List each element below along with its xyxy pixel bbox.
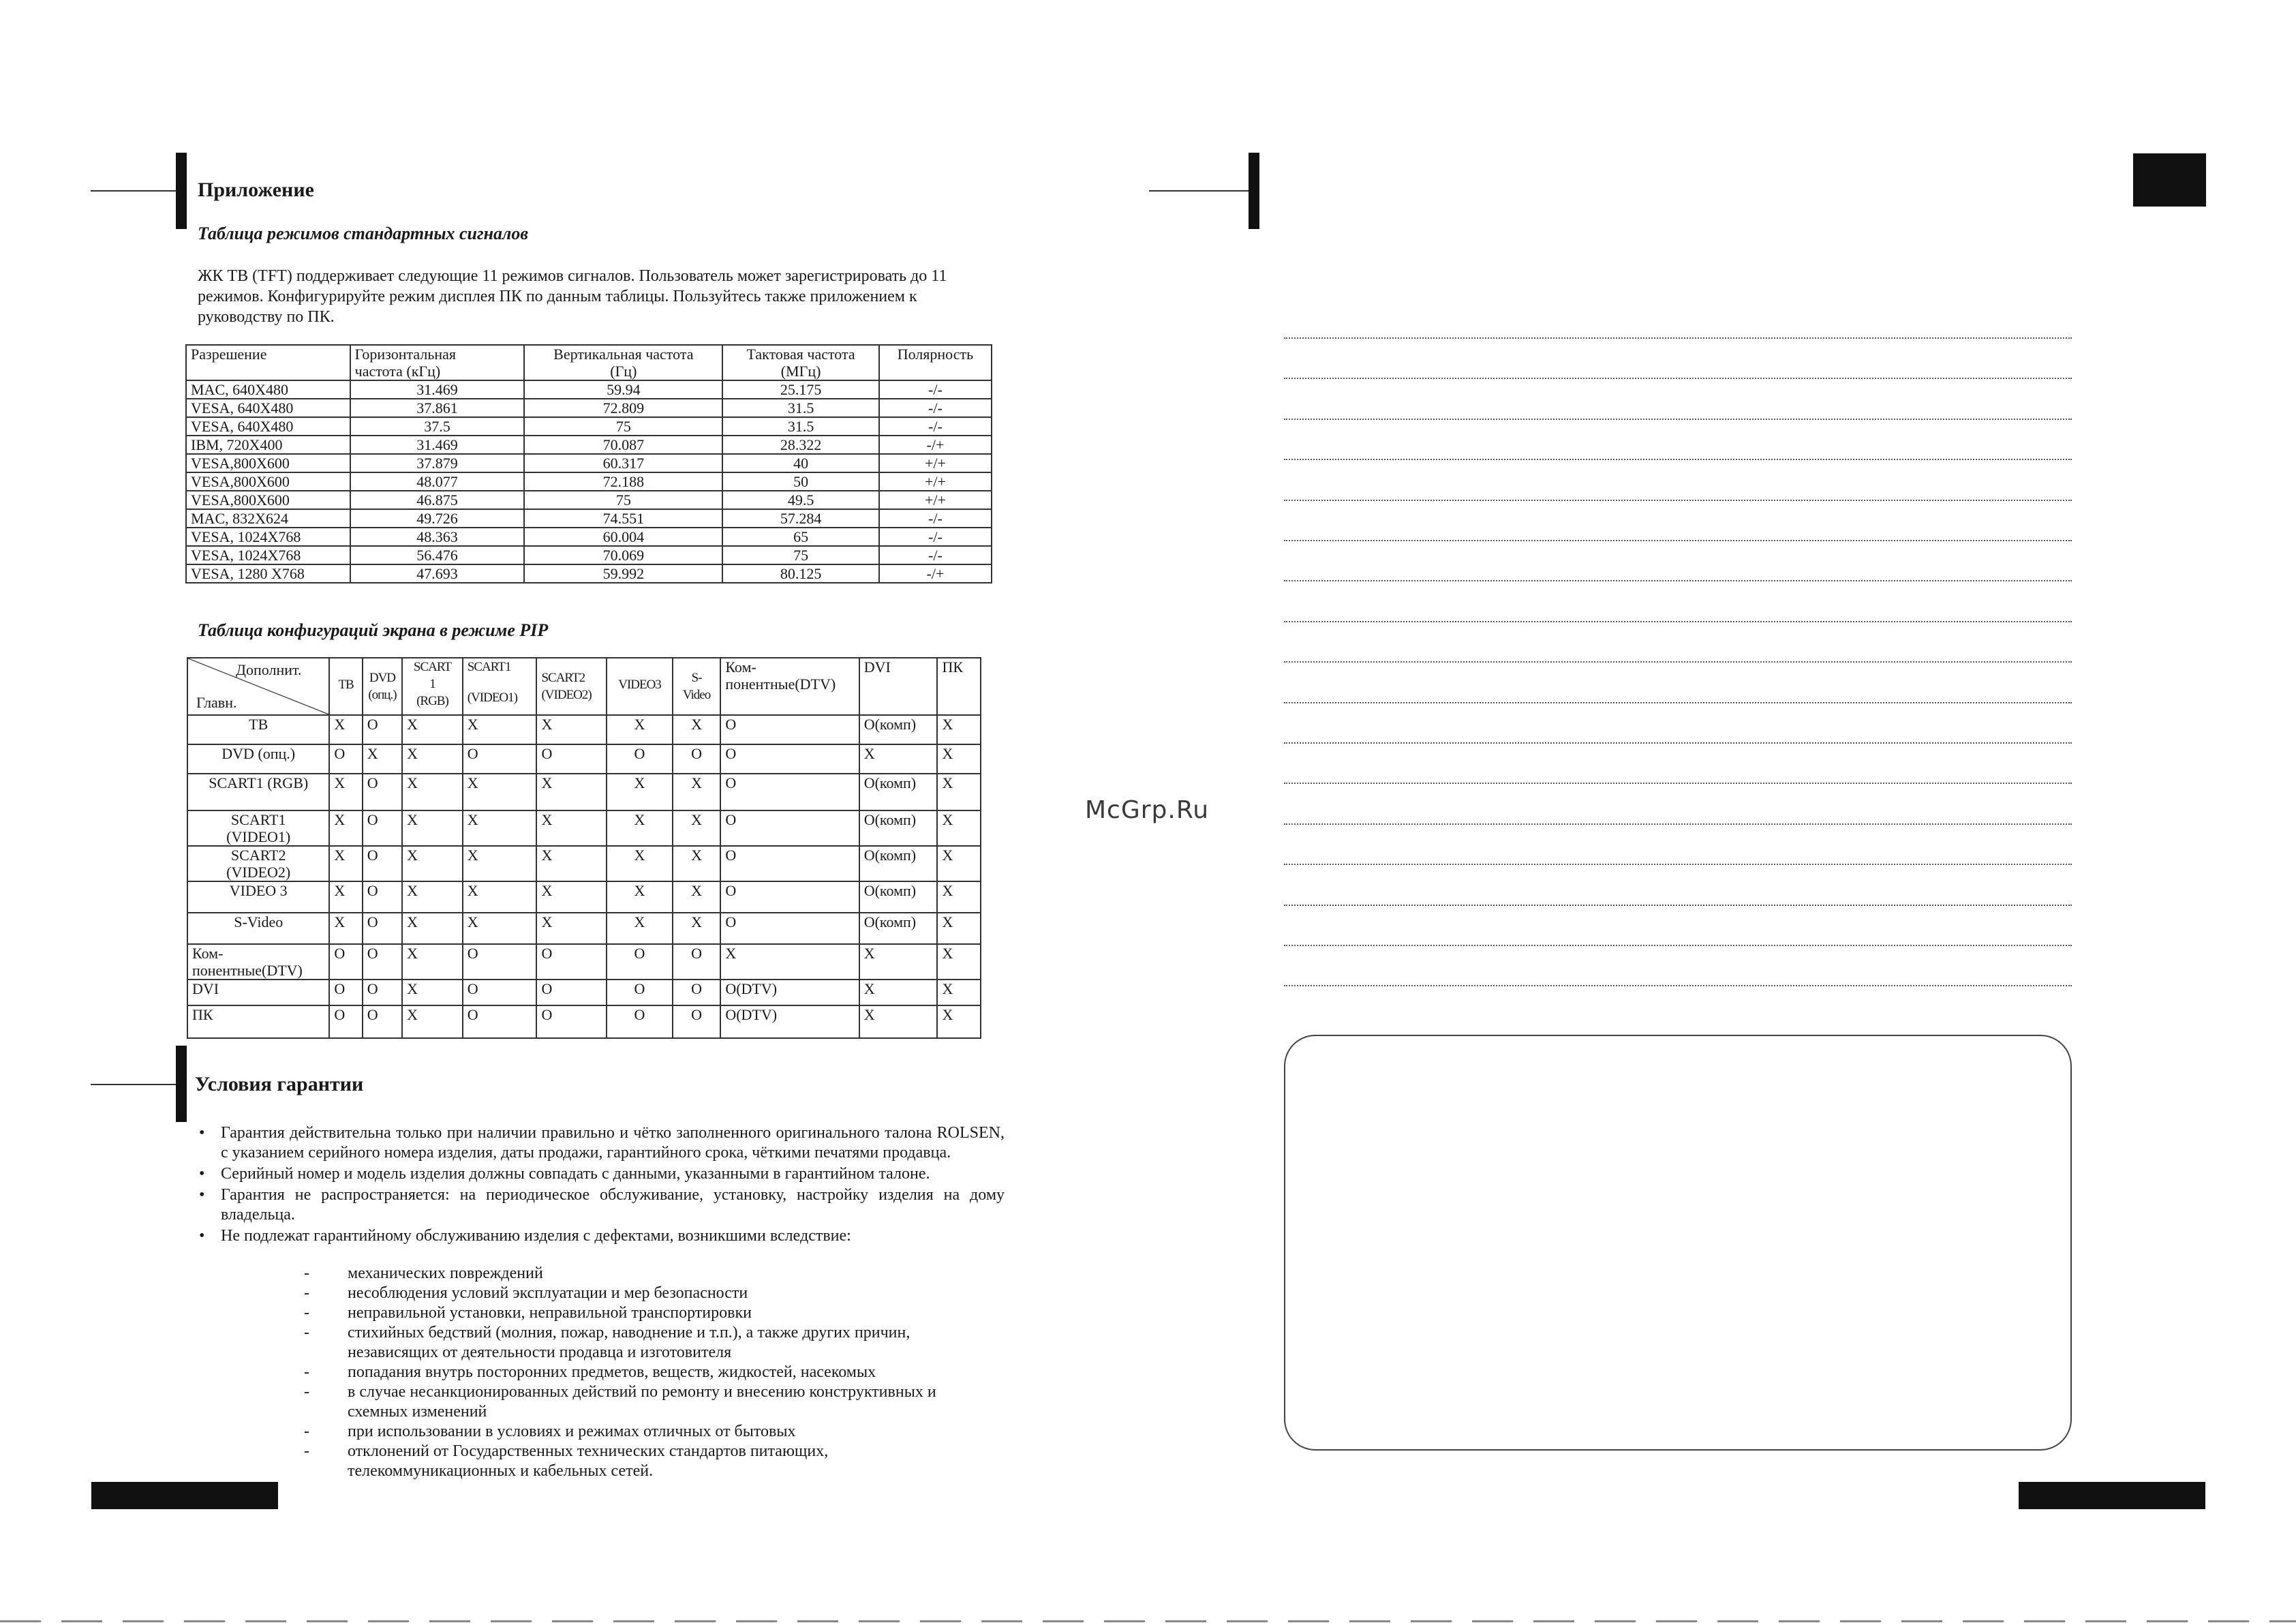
pip-cell: X <box>937 944 981 980</box>
resolution-cell: VESA, 640X480 <box>186 399 350 417</box>
pip-cell: X <box>402 846 463 881</box>
note-line <box>1284 661 2072 663</box>
pip-row-label: S-Video <box>187 913 329 944</box>
intro-line: ЖК ТВ (TFT) поддерживает следующие 11 режимов сигналов. Пользователь может зарегистрировать до 11 <box>198 267 947 285</box>
dash-icon: - <box>304 1383 309 1401</box>
pip-cell: X <box>536 913 607 944</box>
pip-row-label: Ком- понентные(DTV) <box>187 944 329 980</box>
signal-table-row <box>186 417 992 436</box>
note-line <box>1284 459 2072 460</box>
exclusion-text: стихийных бедствий (молния, пожар, наводнение и т.п.), а также других причин, <box>348 1324 910 1341</box>
value-cell: 48.077 <box>350 472 525 491</box>
pip-cell: X <box>673 774 720 810</box>
pip-cell: X <box>859 980 938 1005</box>
warranty-title: Условия гарантии <box>195 1073 364 1095</box>
value-cell: 75 <box>722 546 879 564</box>
value-cell: 59.992 <box>524 564 722 583</box>
header-polarity: Полярность <box>879 345 992 380</box>
pip-corner-bottom: Главн. <box>196 694 237 711</box>
value-cell: 50 <box>722 472 879 491</box>
pip-cell: O <box>463 980 537 1005</box>
resolution-cell: VESA, 1024X768 <box>186 528 350 546</box>
pip-config-table <box>187 657 981 1039</box>
pip-cell: O(комп) <box>859 810 938 846</box>
pip-cell: O <box>363 774 402 810</box>
pip-header-scart1-rgb: SCART 1 (RGB) <box>402 658 463 715</box>
signal-table-row <box>186 472 992 491</box>
pip-header-video3: VIDEO3 <box>607 658 673 715</box>
dash-icon: - <box>304 1423 309 1440</box>
pip-cell: X <box>329 846 362 881</box>
pip-row <box>187 913 981 944</box>
value-cell: -/- <box>879 509 992 528</box>
header-horizontal-frequency: Горизонтальная частота (кГц) <box>350 345 525 380</box>
pip-cell: X <box>607 774 673 810</box>
dash-icon: - <box>304 1284 309 1302</box>
pip-header-scart1-video1: SCART1 (VIDEO1) <box>463 658 537 715</box>
signal-table-row <box>186 436 992 454</box>
pip-cell: X <box>463 881 537 913</box>
pip-cell: O <box>363 810 402 846</box>
pip-row <box>187 1005 981 1038</box>
pip-cell: X <box>536 846 607 881</box>
header-clock-frequency: Тактовая частота (МГц) <box>722 345 879 380</box>
exclusion-text: схемных изменений <box>348 1403 487 1421</box>
note-line <box>1284 823 2072 825</box>
note-line <box>1284 580 2072 581</box>
resolution-cell: MAC, 640X480 <box>186 380 350 399</box>
pip-cell: X <box>329 881 362 913</box>
pip-cell: O <box>363 1005 402 1038</box>
value-cell: 25.175 <box>722 380 879 399</box>
value-cell: 74.551 <box>524 509 722 528</box>
pip-cell: O <box>673 1005 720 1038</box>
value-cell: 28.322 <box>722 436 879 454</box>
value-cell: 49.5 <box>722 491 879 509</box>
pip-cell: X <box>402 881 463 913</box>
right-header-rule <box>1149 190 1249 192</box>
pip-row-label: DVD (опц.) <box>187 744 329 774</box>
pip-cell: O <box>720 810 859 846</box>
note-line <box>1284 742 2072 744</box>
value-cell: 80.125 <box>722 564 879 583</box>
warranty-item: • Гарантия действительна только при наличии правильно и чётко заполненного оригинального талона ROLSEN, с указанием серийного номера изделия, даты продажи, гарантийного срока, чёткими печатями продавца. <box>199 1124 1005 1162</box>
pip-header-dvi: DVI <box>859 658 938 715</box>
resolution-cell: VESA,800X600 <box>186 454 350 472</box>
exclusion-text: телекоммуникационных и кабельных сетей. <box>348 1462 654 1480</box>
intro-line: руководству по ПК. <box>198 308 335 326</box>
pip-cell: X <box>463 774 537 810</box>
pip-row-label: SCART1 (VIDEO1) <box>187 810 329 846</box>
value-cell: 75 <box>524 417 722 436</box>
pip-cell: O <box>720 744 859 774</box>
pip-cell: O <box>536 744 607 774</box>
value-cell: 60.317 <box>524 454 722 472</box>
warranty-exclusion-item <box>304 1264 985 1284</box>
note-line <box>1284 702 2072 703</box>
dash-icon: - <box>304 1304 309 1322</box>
pip-cell: O <box>720 846 859 881</box>
pip-cell: X <box>937 1005 981 1038</box>
bottom-edge-artifact <box>0 1620 2296 1622</box>
pip-header-scart2-video2: SCART2 (VIDEO2) <box>536 658 607 715</box>
signal-table-row <box>186 509 992 528</box>
bullet-icon: • <box>199 1227 205 1245</box>
bullet-icon: • <box>199 1186 205 1204</box>
pip-cell: O <box>329 944 362 980</box>
watermark: McGrp.Ru <box>1085 796 1210 824</box>
pip-cell: O(комп) <box>859 774 938 810</box>
pip-cell: O <box>463 744 537 774</box>
pip-cell: X <box>607 846 673 881</box>
pip-cell: X <box>463 846 537 881</box>
resolution-cell: VESA,800X600 <box>186 472 350 491</box>
pip-cell: O <box>720 881 859 913</box>
pip-cell: O(DTV) <box>720 1005 859 1038</box>
value-cell: 37.879 <box>350 454 525 472</box>
pip-cell: X <box>402 744 463 774</box>
value-cell: 46.875 <box>350 491 525 509</box>
pip-cell: O <box>463 944 537 980</box>
pip-cell: X <box>937 846 981 881</box>
pip-cell: X <box>329 774 362 810</box>
pip-cell: O <box>329 980 362 1005</box>
pip-cell: X <box>859 1005 938 1038</box>
pip-header-svideo: S- Video <box>673 658 720 715</box>
exclusion-text: попадания внутрь посторонних предметов, веществ, жидкостей, насекомых <box>348 1363 876 1381</box>
signal-table-row <box>186 399 992 417</box>
pip-cell: X <box>937 774 981 810</box>
pip-cell: X <box>402 944 463 980</box>
note-line <box>1284 945 2072 946</box>
header-resolution: Разрешение <box>186 345 350 380</box>
pip-cell: X <box>463 715 537 744</box>
resolution-cell: IBM, 720X400 <box>186 436 350 454</box>
warranty-item: • Гарантия не распространяется: на периодическое обслуживание, установку, настройку изделия на дому владельца. <box>199 1186 1005 1224</box>
pip-header-row <box>187 658 981 715</box>
pip-cell: X <box>673 715 720 744</box>
warranty-exclusion-item <box>304 1323 985 1363</box>
pip-header-tv: ТВ <box>329 658 362 715</box>
note-line <box>1284 864 2072 865</box>
exclusion-text: при использовании в условиях и режимах отличных от бытовых <box>348 1423 796 1440</box>
value-cell: 75 <box>524 491 722 509</box>
pip-cell: X <box>607 715 673 744</box>
value-cell: 60.004 <box>524 528 722 546</box>
pip-cell: O <box>363 715 402 744</box>
value-cell: 56.476 <box>350 546 525 564</box>
note-line <box>1284 419 2072 420</box>
signal-table-row <box>186 546 992 564</box>
pip-cell: O <box>607 744 673 774</box>
pip-cell: O <box>463 1005 537 1038</box>
pip-cell: X <box>673 881 720 913</box>
warranty-list <box>195 1123 1005 1247</box>
exclusion-text: отклонений от Государственных технических стандартов питающих, <box>348 1442 829 1460</box>
warranty-exclusion-item <box>304 1442 985 1481</box>
value-cell: -/- <box>879 528 992 546</box>
pip-cell: X <box>720 944 859 980</box>
pip-cell: O <box>363 881 402 913</box>
pip-cell: X <box>402 1005 463 1038</box>
pip-cell: X <box>673 913 720 944</box>
signal-table-header-row <box>186 345 992 380</box>
pip-cell: O <box>536 1005 607 1038</box>
pip-cell: X <box>463 913 537 944</box>
header-vertical-frequency: Вертикальная частота (Гц) <box>524 345 722 380</box>
pip-cell: X <box>402 774 463 810</box>
pip-cell: O <box>720 715 859 744</box>
value-cell: -/- <box>879 417 992 436</box>
bullet-icon: • <box>199 1124 205 1142</box>
pip-cell: X <box>402 810 463 846</box>
pip-cell: X <box>937 715 981 744</box>
pip-cell: O <box>363 980 402 1005</box>
pip-cell: O(комп) <box>859 715 938 744</box>
note-line <box>1284 540 2072 541</box>
pip-cell: O(комп) <box>859 913 938 944</box>
pip-cell: X <box>402 715 463 744</box>
pip-cell: X <box>536 810 607 846</box>
exclusion-text: несоблюдения условий эксплуатации и мер безопасности <box>348 1284 748 1302</box>
signal-modes-table <box>185 344 992 583</box>
value-cell: +/+ <box>879 491 992 509</box>
pip-cell: O <box>720 913 859 944</box>
exclusion-text: в случае несанкционированных действий по ремонту и внесению конструктивных и <box>348 1383 936 1401</box>
pip-cell: X <box>363 744 402 774</box>
value-cell: 40 <box>722 454 879 472</box>
pip-row-label: ПК <box>187 1005 329 1038</box>
right-header-bar <box>1249 153 1259 229</box>
signal-table-row <box>186 380 992 399</box>
pip-cell: O <box>363 944 402 980</box>
value-cell: 48.363 <box>350 528 525 546</box>
resolution-cell: VESA, 1280 X768 <box>186 564 350 583</box>
pip-corner-top: Дополнит. <box>236 661 302 678</box>
left-footer-bar <box>91 1482 278 1509</box>
exclusion-text: механических повреждений <box>348 1264 543 1282</box>
note-line <box>1284 621 2072 622</box>
warranty-exclusion-item <box>304 1363 985 1382</box>
note-line <box>1284 337 2072 339</box>
pip-row <box>187 980 981 1005</box>
pip-cell: O <box>536 980 607 1005</box>
left-header-bar <box>176 153 187 229</box>
value-cell: 31.469 <box>350 380 525 399</box>
pip-cell: X <box>402 980 463 1005</box>
pip-row-label: VIDEO 3 <box>187 881 329 913</box>
value-cell: -/- <box>879 546 992 564</box>
pip-cell: X <box>536 715 607 744</box>
pip-cell: O <box>607 1005 673 1038</box>
exclusion-text: неправильной установки, неправильной транспортировки <box>348 1304 752 1322</box>
value-cell: 37.861 <box>350 399 525 417</box>
warranty-header-rule <box>91 1084 177 1085</box>
warranty-header-bar <box>176 1046 187 1122</box>
pip-row-label: SCART1 (RGB) <box>187 774 329 810</box>
pip-cell: O <box>363 913 402 944</box>
pip-cell: X <box>536 774 607 810</box>
signal-table-row <box>186 491 992 509</box>
pip-header-pc: ПК <box>937 658 981 715</box>
pip-row <box>187 810 981 846</box>
signal-table-row <box>186 564 992 583</box>
value-cell: +/+ <box>879 454 992 472</box>
pip-cell: O(комп) <box>859 846 938 881</box>
note-line <box>1284 985 2072 986</box>
note-box <box>1284 1035 2072 1451</box>
pip-cell: O <box>607 980 673 1005</box>
note-line <box>1284 378 2072 379</box>
value-cell: -/+ <box>879 564 992 583</box>
warranty-exclusion-item <box>304 1303 985 1323</box>
warranty-exclusion-item <box>304 1382 985 1422</box>
signal-table-row <box>186 528 992 546</box>
pip-cell: O <box>536 944 607 980</box>
note-line <box>1284 500 2072 501</box>
value-cell: 65 <box>722 528 879 546</box>
signal-table-row <box>186 454 992 472</box>
pip-corner-cell <box>187 658 329 715</box>
appendix-intro <box>198 266 1009 327</box>
pip-cell: X <box>607 810 673 846</box>
pip-cell: O <box>673 980 720 1005</box>
value-cell: 31.5 <box>722 399 879 417</box>
resolution-cell: MAC, 832X624 <box>186 509 350 528</box>
pip-cell: O <box>720 774 859 810</box>
left-header-rule <box>91 190 177 192</box>
pip-cell: O <box>673 744 720 774</box>
pip-cell: O(комп) <box>859 881 938 913</box>
intro-line: режимов. Конфигурируйте режим дисплея ПК по данным таблицы. Пользуйтесь также приложением к <box>198 288 917 305</box>
pip-cell: X <box>859 744 938 774</box>
pip-cell: X <box>329 810 362 846</box>
pip-cell: O <box>673 944 720 980</box>
right-footer-bar <box>2019 1482 2205 1509</box>
value-cell: +/+ <box>879 472 992 491</box>
note-line <box>1284 905 2072 906</box>
pip-row <box>187 715 981 744</box>
value-cell: 49.726 <box>350 509 525 528</box>
corner-tab-block <box>2133 153 2206 207</box>
pip-cell: O <box>329 744 362 774</box>
pip-row <box>187 774 981 810</box>
warranty-exclusion-item <box>304 1422 985 1442</box>
pip-cell: X <box>536 881 607 913</box>
resolution-cell: VESA, 640X480 <box>186 417 350 436</box>
dash-icon: - <box>304 1324 309 1341</box>
pip-row <box>187 944 981 980</box>
pip-cell: X <box>329 715 362 744</box>
pip-cell: X <box>937 744 981 774</box>
pip-row-label: ТВ <box>187 715 329 744</box>
resolution-cell: VESA,800X600 <box>186 491 350 509</box>
pip-row <box>187 881 981 913</box>
exclusion-text: независящих от деятельности продавца и изготовителя <box>348 1344 732 1361</box>
dash-icon: - <box>304 1264 309 1282</box>
pip-header-dvd: DVD (опц.) <box>363 658 402 715</box>
pip-header-component: Ком- понентные(DTV) <box>720 658 859 715</box>
pip-cell: X <box>673 810 720 846</box>
warranty-item: • Не подлежат гарантийному обслуживанию изделия с дефектами, возникшими вследствие: <box>199 1227 851 1245</box>
pip-cell: X <box>937 913 981 944</box>
value-cell: 59.94 <box>524 380 722 399</box>
pip-cell: O <box>329 1005 362 1038</box>
value-cell: -/- <box>879 399 992 417</box>
pip-cell: X <box>329 913 362 944</box>
pip-cell: X <box>402 913 463 944</box>
pip-cell: X <box>673 846 720 881</box>
note-line <box>1284 783 2072 784</box>
pip-cell: X <box>937 881 981 913</box>
pip-row <box>187 744 981 774</box>
value-cell: -/- <box>879 380 992 399</box>
bullet-icon: • <box>199 1165 205 1183</box>
pip-table-title: Таблица конфигураций экрана в режиме PIP <box>198 620 549 640</box>
pip-cell: X <box>607 913 673 944</box>
pip-row-label: SCART2 (VIDEO2) <box>187 846 329 881</box>
signal-table-title: Таблица режимов стандартных сигналов <box>198 224 529 243</box>
pip-cell: X <box>463 810 537 846</box>
value-cell: 31.469 <box>350 436 525 454</box>
pip-row-label: DVI <box>187 980 329 1005</box>
pip-cell: X <box>937 810 981 846</box>
pip-row <box>187 846 981 881</box>
value-cell: 72.188 <box>524 472 722 491</box>
value-cell: 70.069 <box>524 546 722 564</box>
value-cell: -/+ <box>879 436 992 454</box>
value-cell: 31.5 <box>722 417 879 436</box>
appendix-title: Приложение <box>198 179 314 201</box>
value-cell: 47.693 <box>350 564 525 583</box>
pip-cell: X <box>607 881 673 913</box>
resolution-cell: VESA, 1024X768 <box>186 546 350 564</box>
pip-cell: X <box>859 944 938 980</box>
pip-cell: X <box>937 980 981 1005</box>
pip-cell: O <box>607 944 673 980</box>
warranty-item: • Серийный номер и модель изделия должны совпадать с данными, указанными в гарантийном талоне. <box>199 1165 930 1183</box>
value-cell: 37.5 <box>350 417 525 436</box>
warranty-exclusion-item <box>304 1284 985 1303</box>
value-cell: 72.809 <box>524 399 722 417</box>
dash-icon: - <box>304 1442 309 1460</box>
pip-cell: O(DTV) <box>720 980 859 1005</box>
value-cell: 57.284 <box>722 509 879 528</box>
value-cell: 70.087 <box>524 436 722 454</box>
dash-icon: - <box>304 1363 309 1381</box>
pip-cell: O <box>363 846 402 881</box>
